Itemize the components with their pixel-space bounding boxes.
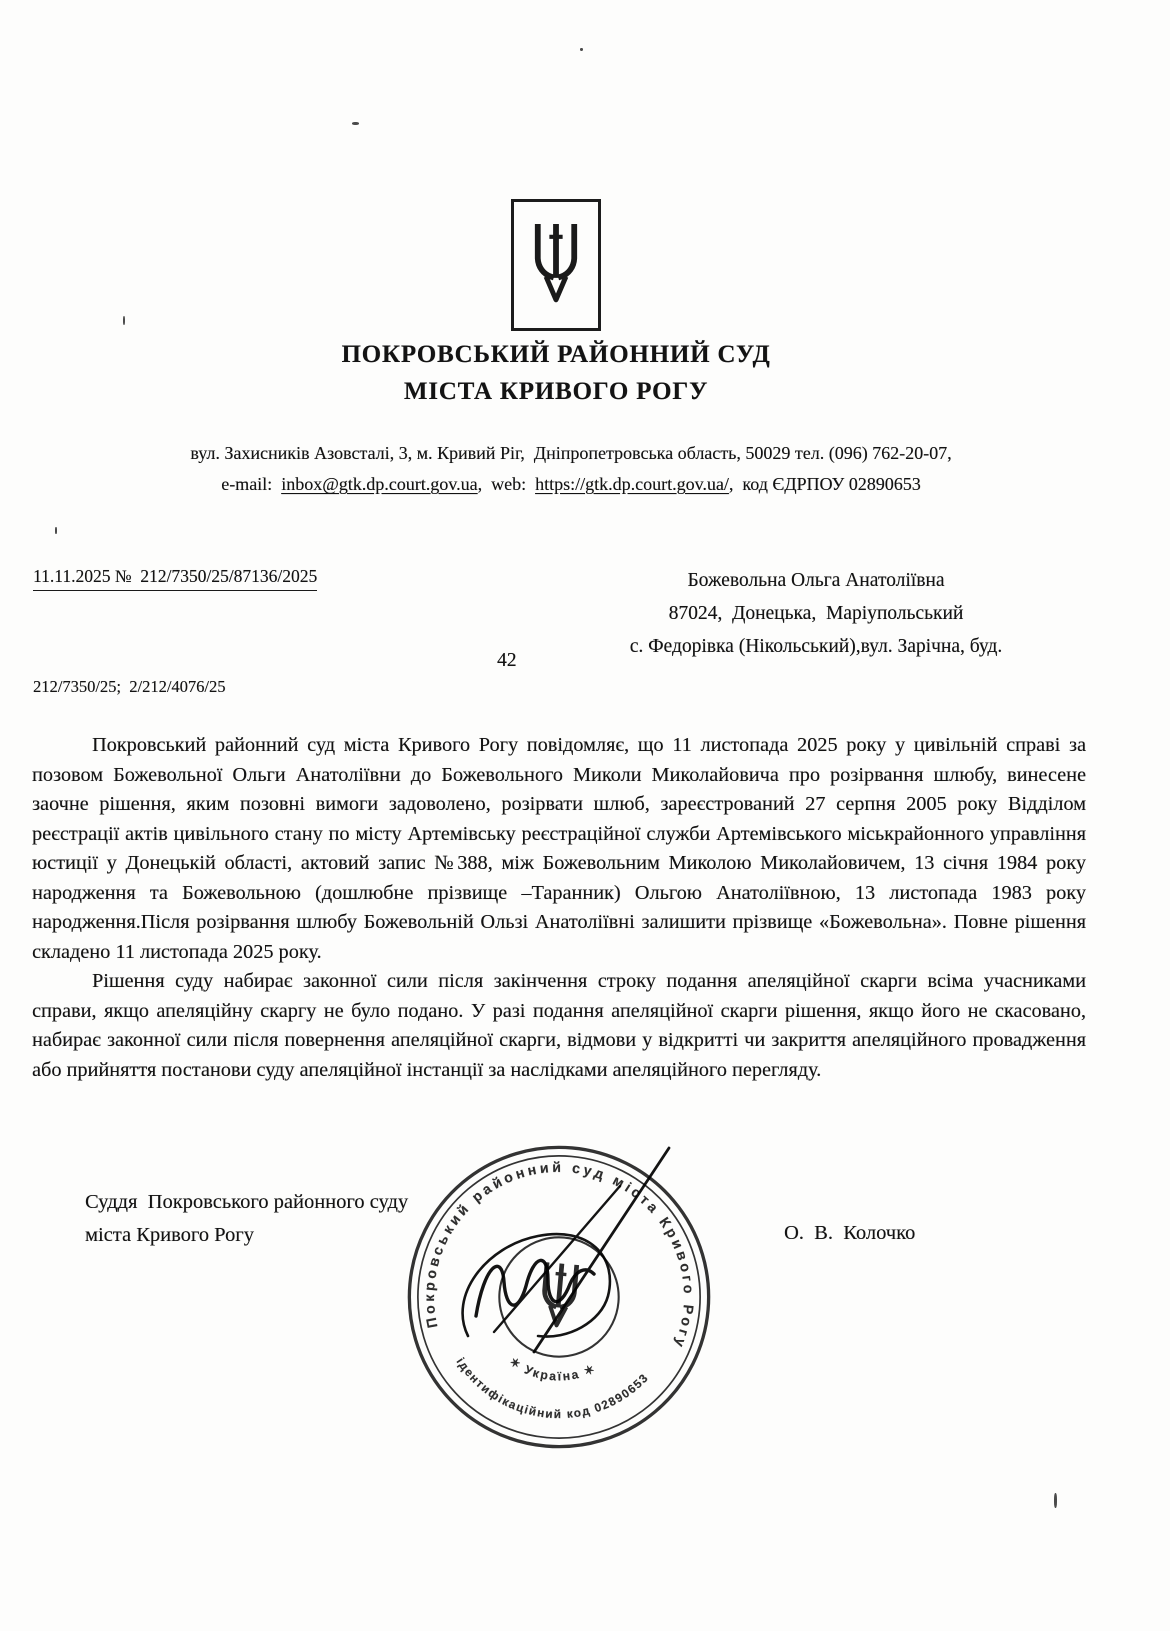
web-label: , web: [477,474,536,494]
body-paragraph-1: Покровський районний суд міста Кривого Рогу повідомляє, що 11 листопада 2025 року у цивільній справі за позовом Божевольної Ольги Анатоліївни до Божевольного Миколи Миколайовича про розірвання шлюбу, винесене заочне рішення, яким позовні вимоги задоволено, розірвати шлюб, зареєстрований 27 серпня 2005 року Відділом реєстрації актів цивільного стану по місту Артемівську реєстраційної служби Артемівського міськрайонного управління юстиції у Донецькій області, актовий запис №388, між Божевольним Миколою Миколайовичем, 13 січня 1984 року народження та Божевольною (дошлюбне прізвище –Таранник) Ольгою Анатоліївною, 13 листопада 1983 року народження.Після розірвання шлюбу Божевольній Ользі Анатоліївні залишити прізвище «Божевольна». Повне рішення складено 11 листопада 2025 року. [32,734,1086,963]
scan-artifact [123,316,125,325]
seal-country-text: ✶ Україна ✶ [506,1354,599,1384]
court-contact-links [28,469,1114,500]
seal-ring-text: Покровський районний суд міста Кривого Рогу [421,1159,697,1352]
edrpou-code: , код ЄДРПОУ 02890653 [728,474,921,494]
web-link: https://gtk.dp.court.gov.ua/ [535,474,729,494]
letter-body [32,731,1086,1085]
scan-artifact [55,527,57,534]
judge-handwritten-signature [406,1124,740,1454]
court-name-heading [0,336,1112,410]
judge-title-block [85,1186,408,1252]
scan-artifact [580,48,583,51]
judge-title-line2: міста Кривого Рогу [85,1224,254,1246]
recipient-block [560,564,1072,663]
ukraine-trident-emblem [511,199,601,331]
judge-name: О. В. Колочко [784,1222,916,1244]
email-label: e-mail: [221,474,282,494]
seal-code-text: ідентифікаційний код 02890653 [453,1355,652,1422]
body-paragraph-2: Рішення суду набирає законної сили після закінчення строку подання апеляційної скарги всіма учасниками справи, якщо апеляційну скаргу не було подано. У разі подання апеляційної скарги рішення, якщо його не скасовано, набирає законної сили після повернення апеляційної скарги, відмови у відкритті чи закриття апеляційного провадження або прийняття постанови суду апеляційної інстанції за наслідками апеляційного перегляду. [32,970,1086,1081]
recipient-name: Божевольна Ольга Анатоліївна [687,570,945,591]
judge-title-line1: Суддя Покровського районного суду [85,1191,409,1213]
court-name-line1: ПОКРОВСЬКИЙ РАЙОННИЙ СУД [341,341,771,368]
court-name-line2: МІСТА КРИВОГО РОГУ [403,378,709,405]
scan-artifact [1054,1493,1057,1508]
recipient-address-line2: с. Федорівка (Нікольський),вул. Зарічна, буд. [629,636,1003,657]
email-link: inbox@gtk.dp.court.gov.ua [281,474,478,494]
case-numbers: 212/7350/25; 2/212/4076/25 [33,677,226,696]
outgoing-date-number: 11.11.2025 № 212/7350/25/87136/2025 [33,566,317,591]
court-contact-block [28,438,1114,500]
court-address: вул. Захисників Азовсталі, 3, м. Кривий Ріг, Дніпропетровська область, 50029 тел. (096) 762-20-07, [190,443,952,463]
scan-artifact [352,122,359,125]
recipient-address-line1: 87024, Донецька, Маріупольський [668,603,964,624]
recipient-house-number: 42 [497,650,517,671]
trident-icon [527,215,585,315]
